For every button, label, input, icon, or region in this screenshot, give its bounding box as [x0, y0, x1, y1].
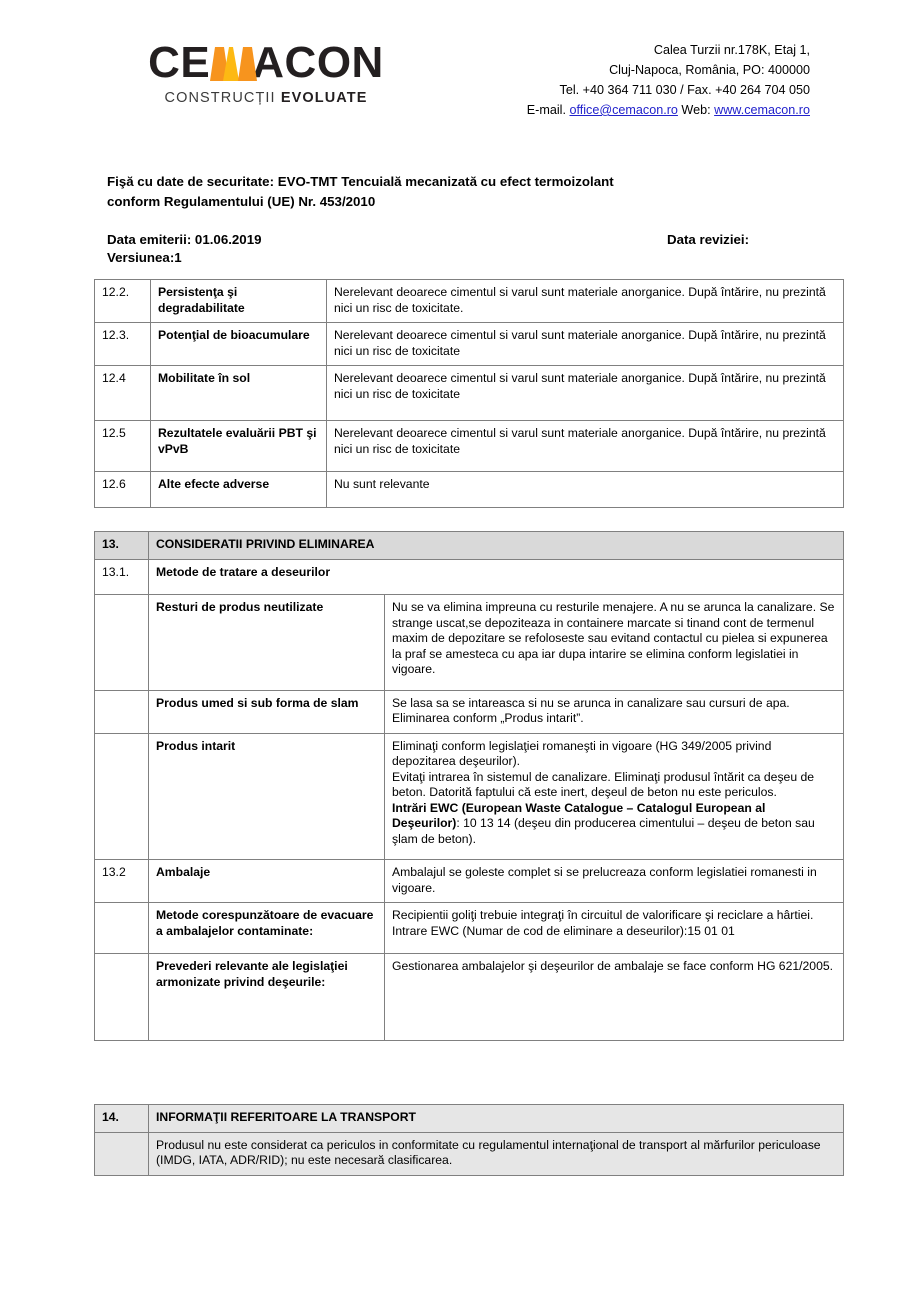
section-number: 14.	[95, 1105, 149, 1133]
row-body-part2: Evitaţi intrarea în sistemul de canalizare. Eliminaţi produsul întărit ca deşeu de beton. Datorită faptului că este inert, deşeul de beton nu este periculos.	[392, 769, 815, 799]
table-row	[95, 903, 844, 954]
row-body-ewc-bold: Intrări EWC (European Waste Catalogue – Catalogul European al Deşeurilor)	[392, 800, 766, 830]
table-row	[95, 954, 844, 1041]
website-link[interactable]: www.cemacon.ro	[714, 103, 810, 117]
document-meta	[107, 231, 867, 269]
row-body: Se lasa sa se intareasca si nu se arunca in canalizare sau cursuri de apa. Eliminarea conform „Produs intarit”.	[385, 690, 844, 733]
row-label: Metode corespunzătoare de evacuare a ambalajelor contaminate:	[149, 903, 385, 954]
table-section-13	[94, 531, 844, 1041]
row-body: Produsul nu este considerat ca periculos in conformitate cu regulamentul internaţional de transport al mărfurilor periculoase (IMDG, IATA, ADR/RID); nu este necesară clasificarea.	[149, 1132, 844, 1175]
meta-left-group	[107, 231, 262, 267]
table-row	[95, 421, 844, 472]
row-number	[95, 903, 149, 954]
row-number	[95, 954, 149, 1041]
table-section-14	[94, 1104, 844, 1176]
issue-date: Data emiterii: 01.06.2019	[107, 232, 262, 247]
contact-address-line1: Calea Turzii nr.178K, Etaj 1,	[653, 43, 810, 57]
section-title: INFORMAŢII REFERITOARE LA TRANSPORT	[149, 1105, 844, 1133]
subsection-number: 13.1.	[95, 559, 149, 595]
section-header-row	[95, 1105, 844, 1133]
contact-phone-fax: Tel. +40 364 711 030 / Fax. +40 264 704 050	[559, 83, 810, 97]
contact-email-web	[527, 100, 810, 120]
subsection-title: Metode de tratare a deseurilor	[149, 559, 844, 595]
contact-address-line2: Cluj-Napoca, România, PO: 400000	[609, 63, 810, 77]
row-number	[95, 1132, 149, 1175]
table-row	[95, 323, 844, 366]
row-label: Prevederi relevante ale legislaţiei armonizate privind deşeurile:	[149, 954, 385, 1041]
row-body: Nerelevant deoarece cimentul si varul sunt materiale anorganice. După întărire, nu prezintă nici un risc de toxicitate	[327, 366, 844, 421]
row-label: Potenţial de bioacumulare	[151, 323, 327, 366]
logo-tagline-bold: EVOLUATE	[280, 90, 368, 106]
email-label: E-mail.	[526, 103, 570, 117]
row-number	[95, 733, 149, 860]
contact-info	[527, 40, 810, 120]
table-row	[95, 733, 844, 860]
row-body: Ambalajul se goleste complet si se prelucreaza conform legislatiei romanesti in vigoare.	[385, 860, 844, 903]
table-row	[95, 690, 844, 733]
row-body-part3: : 10 13 14 (deşeu din producerea cimentului – deşeu de beton sau şlam de beton).	[392, 816, 815, 846]
table-row	[95, 280, 844, 323]
row-body: Nerelevant deoarece cimentul si varul sunt materiale anorganice. După întărire, nu prezintă nici un risc de toxicitate.	[327, 280, 844, 323]
table-row	[95, 1132, 844, 1175]
logo-text-left: CE	[148, 38, 211, 87]
row-label: Produs umed si sub forma de slam	[149, 690, 385, 733]
row-body: Nerelevant deoarece cimentul si varul sunt materiale anorganice. După întărire, nu prezintă nici un risc de toxicitate	[327, 323, 844, 366]
row-body: Nerelevant deoarece cimentul si varul sunt materiale anorganice. După întărire, nu prezintă nici un risc de toxicitate	[327, 421, 844, 472]
row-number: 12.4	[95, 366, 151, 421]
logo-tagline-normal: CONSTRUCȚII	[164, 90, 281, 106]
page-title	[107, 172, 867, 212]
row-label: Resturi de produs neutilizate	[149, 595, 385, 691]
row-label: Alte efecte adverse	[151, 472, 327, 508]
row-number	[95, 690, 149, 733]
row-body	[385, 733, 844, 860]
logo-m-icon	[210, 47, 252, 81]
row-label: Ambalaje	[149, 860, 385, 903]
row-body: Recipientii goliţi trebuie integraţi în circuitul de valorificare şi reciclare a hârtiei. Intrare EWC (Numar de cod de eliminare a deseurilor):15 01 01	[385, 903, 844, 954]
row-label: Persistenţa şi degradabilitate	[151, 280, 327, 323]
row-number	[95, 595, 149, 691]
row-number: 12.2.	[95, 280, 151, 323]
row-number: 12.6	[95, 472, 151, 508]
row-body: Nu se va elimina impreuna cu resturile menajere. A nu se arunca la canalizare. Se strange uscat,se depoziteaza in containere marcate si tinand cont de termenul maxim de depozitare se refoloseste sau evitand contactul cu pielea si expunerea la praf se amesteca cu apa iar dupa intarire se elimina conform legislatiei in vigoare.	[385, 595, 844, 691]
version: Versiunea:1	[107, 250, 182, 265]
table-row	[95, 860, 844, 903]
table-row	[95, 366, 844, 421]
page-header	[0, 0, 920, 140]
row-number: 13.2	[95, 860, 149, 903]
table-section-12	[94, 279, 844, 508]
page-title-line2: conform Regulamentului (UE) Nr. 453/2010	[107, 194, 376, 209]
section-header-row	[95, 532, 844, 560]
row-number: 12.5	[95, 421, 151, 472]
logo-text-right: ACON	[252, 38, 384, 87]
section-number: 13.	[95, 532, 149, 560]
row-body: Gestionarea ambalajelor şi deşeurilor de ambalaje se face conform HG 621/2005.	[385, 954, 844, 1041]
cemacon-logo	[138, 38, 394, 106]
email-link[interactable]: office@cemacon.ro	[569, 103, 678, 117]
page-title-line1: Fişă cu date de securitate: EVO-TMT Tencuială mecanizată cu efect termoizolant	[107, 174, 614, 189]
table-row	[95, 595, 844, 691]
row-label: Produs intarit	[149, 733, 385, 860]
row-number: 12.3.	[95, 323, 151, 366]
row-body: Nu sunt relevante	[327, 472, 844, 508]
row-body-part1: Eliminaţi conform legislaţiei romaneşti in vigoare (HG 349/2005 privind depozitarea deşeurilor).	[392, 738, 772, 768]
table-row	[95, 472, 844, 508]
revision-date: Data reviziei:	[667, 232, 750, 247]
title-block	[107, 172, 867, 269]
subsection-header-row	[95, 559, 844, 595]
logo-wordmark	[138, 38, 394, 87]
section-title: CONSIDERATII PRIVIND ELIMINAREA	[149, 532, 844, 560]
web-label: Web:	[677, 103, 715, 117]
row-label: Rezultatele evaluării PBT şi vPvB	[151, 421, 327, 472]
logo-tagline	[138, 90, 394, 106]
row-label: Mobilitate în sol	[151, 366, 327, 421]
